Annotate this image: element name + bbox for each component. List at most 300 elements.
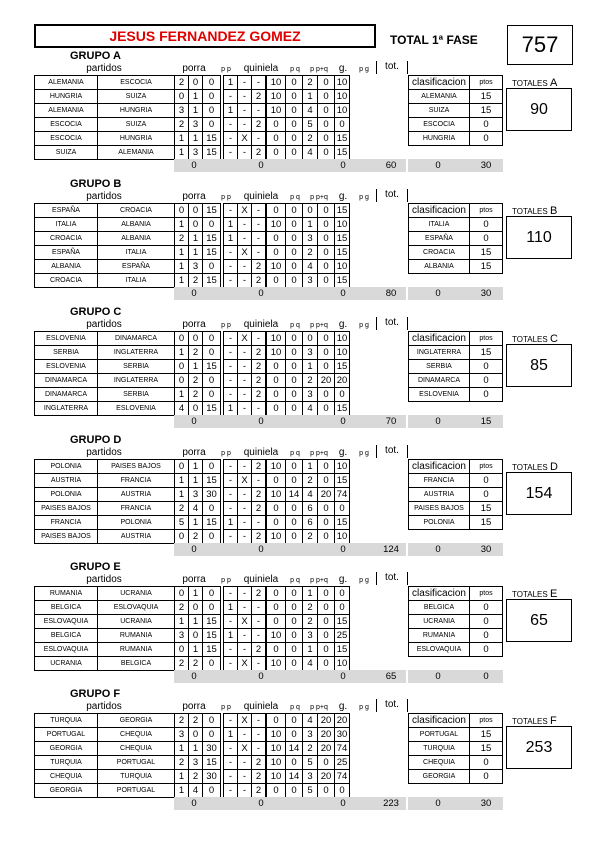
col-header-g: g. — [338, 447, 348, 458]
score-cell: - — [251, 727, 266, 742]
score-cell: X — [237, 656, 251, 671]
score-cell: 1 — [174, 387, 188, 402]
team-cell: ESPAÑA — [34, 245, 97, 260]
score-cell: - — [223, 345, 237, 360]
footer-fill — [352, 797, 376, 810]
team-cell: FRANCIA — [97, 473, 174, 488]
score-cell: 2 — [174, 501, 188, 516]
team-cell: PORTUGAL — [34, 727, 97, 742]
score-cell: - — [223, 783, 237, 798]
classification-sum: 0 — [435, 160, 441, 171]
score-cell: 0 — [317, 586, 334, 601]
score-cell: 20 — [317, 713, 334, 728]
col-header-quiniela: quiniela — [243, 319, 279, 330]
score-cell: 3 — [302, 769, 317, 784]
team-cell: TURQUIA — [34, 713, 97, 728]
classification-sum: 0 — [435, 798, 441, 809]
team-cell: HUNGRIA — [97, 103, 174, 118]
score-cell: 0 — [285, 131, 302, 146]
team-cell: TURQUIA — [34, 755, 97, 770]
score-cell: 0 — [174, 459, 188, 474]
score-cell: - — [223, 359, 237, 374]
score-cell: 0 — [285, 273, 302, 288]
score-cell: 10 — [334, 259, 350, 274]
score-cell: 0 — [285, 203, 302, 218]
totals-letter: F — [549, 715, 557, 727]
score-cell: 3 — [302, 231, 317, 246]
score-cell: 0 — [285, 373, 302, 388]
group-title: GRUPO E — [70, 561, 121, 573]
score-cell: - — [251, 231, 266, 246]
classified-team: GEORGIA — [408, 769, 470, 784]
score-cell: 0 — [317, 515, 334, 530]
score-cell: 1 — [188, 89, 202, 104]
score-cell: 0 — [285, 359, 302, 374]
score-cell: 0 — [285, 628, 302, 643]
score-cell: - — [237, 642, 251, 657]
classified-points: 15 — [469, 103, 503, 118]
team-cell: ESLOVENIA — [97, 401, 174, 416]
totals-word: TOTALES — [512, 335, 550, 344]
score-cell: - — [237, 515, 251, 530]
score-cell: 1 — [174, 769, 188, 784]
team-cell: ESLOVAQUIA — [97, 600, 174, 615]
score-cell: 0 — [317, 600, 334, 615]
score-cell: 0 — [317, 359, 334, 374]
classified-team: UCRANIA — [408, 614, 470, 629]
classified-points: 0 — [469, 231, 503, 246]
totals-letter: D — [549, 461, 558, 473]
score-cell: 0 — [202, 75, 221, 90]
score-cell: 14 — [285, 741, 302, 756]
score-cell: 1 — [188, 741, 202, 756]
classified-points: 0 — [469, 217, 503, 232]
score-cell: 2 — [251, 769, 266, 784]
score-cell: - — [251, 203, 266, 218]
score-cell: 0 — [317, 89, 334, 104]
col-header-porra: porra — [182, 574, 206, 585]
score-cell: 0 — [266, 359, 285, 374]
team-cell: INGLATERRA — [97, 345, 174, 360]
score-cell: 0 — [266, 473, 285, 488]
col-header-g: g. — [338, 701, 348, 712]
score-cell: - — [237, 401, 251, 416]
footer-sum: 0 — [236, 159, 286, 172]
score-cell: - — [251, 75, 266, 90]
score-cell: 3 — [188, 117, 202, 132]
group-d — [0, 434, 595, 562]
col-header-quiniela: quiniela — [243, 574, 279, 585]
score-cell: 30 — [202, 487, 221, 502]
score-cell: 4 — [188, 501, 202, 516]
score-cell: 20 — [317, 727, 334, 742]
score-cell: 0 — [188, 628, 202, 643]
team-cell: SUIZA — [34, 145, 97, 160]
classified-team: CHEQUIA — [408, 755, 470, 770]
score-cell: - — [237, 387, 251, 402]
score-cell: 2 — [251, 501, 266, 516]
score-cell: 0 — [202, 345, 221, 360]
score-cell: 0 — [285, 501, 302, 516]
col-header-g: g. — [338, 574, 348, 585]
score-cell: 2 — [251, 145, 266, 160]
col-header-porra: porra — [182, 447, 206, 458]
score-cell: 1 — [188, 131, 202, 146]
group-f — [0, 688, 595, 816]
score-cell: 0 — [188, 75, 202, 90]
footer-fill — [214, 670, 236, 683]
classified-team: DINAMARCA — [408, 373, 470, 388]
col-header-partidos: partidos — [86, 701, 122, 712]
group-e — [0, 561, 595, 689]
score-cell: 2 — [302, 131, 317, 146]
score-cell: 0 — [188, 727, 202, 742]
score-cell: 10 — [266, 89, 285, 104]
score-cell: - — [237, 259, 251, 274]
team-cell: ALBANIA — [97, 231, 174, 246]
score-cell: 2 — [174, 755, 188, 770]
score-cell: 10 — [266, 75, 285, 90]
footer-sum: 0 — [334, 797, 352, 810]
score-cell: 0 — [317, 628, 334, 643]
score-cell: 1 — [188, 231, 202, 246]
score-cell: 0 — [202, 103, 221, 118]
score-cell: 10 — [334, 75, 350, 90]
score-cell: 15 — [202, 231, 221, 246]
score-cell: 0 — [188, 203, 202, 218]
score-cell: 2 — [302, 741, 317, 756]
score-cell: 0 — [202, 89, 221, 104]
col-header-partidos: partidos — [86, 574, 122, 585]
team-cell: RUMANIA — [97, 628, 174, 643]
score-cell: 10 — [266, 459, 285, 474]
team-cell: AUSTRIA — [97, 529, 174, 544]
score-cell: 0 — [334, 586, 350, 601]
score-cell: 1 — [188, 642, 202, 657]
classification-points-sum: 0 — [483, 671, 489, 682]
footer-fill — [352, 670, 376, 683]
score-cell: 10 — [266, 741, 285, 756]
col-header-pp: p p — [221, 194, 231, 201]
footer-sum: 0 — [236, 670, 286, 683]
classification-points-sum: 30 — [480, 544, 492, 555]
score-cell: - — [251, 103, 266, 118]
score-cell: 0 — [317, 642, 334, 657]
col-header-partidos: partidos — [86, 191, 122, 202]
col-header-pp: p p — [221, 66, 231, 73]
footer-sum: 0 — [334, 543, 352, 556]
score-cell: 0 — [285, 727, 302, 742]
group-a — [0, 50, 595, 178]
col-header-g: g. — [338, 191, 348, 202]
classified-team: ESLOVAQUIA — [408, 642, 470, 657]
team-cell: RUMANIA — [97, 642, 174, 657]
classification-label: clasificacion — [408, 713, 470, 728]
score-cell: 1 — [174, 345, 188, 360]
score-cell: 20 — [317, 741, 334, 756]
team-cell: POLONIA — [34, 487, 97, 502]
footer-sum: 0 — [334, 670, 352, 683]
col-header-porra: porra — [182, 63, 206, 74]
team-cell: SERBIA — [34, 345, 97, 360]
score-cell: 2 — [251, 783, 266, 798]
score-cell: 0 — [317, 783, 334, 798]
team-cell: SUIZA — [97, 117, 174, 132]
score-cell: - — [223, 529, 237, 544]
score-cell: 10 — [334, 529, 350, 544]
team-cell: CROACIA — [97, 203, 174, 218]
score-cell: 0 — [334, 501, 350, 516]
score-cell: 15 — [334, 401, 350, 416]
group-total: 85 — [506, 344, 572, 387]
footer-fill — [214, 287, 236, 300]
score-cell: 0 — [266, 145, 285, 160]
team-cell: GEORGIA — [97, 713, 174, 728]
score-cell: X — [237, 614, 251, 629]
score-cell: 1 — [302, 459, 317, 474]
score-cell: 15 — [334, 245, 350, 260]
score-cell: 0 — [317, 501, 334, 516]
classified-team: ALEMANIA — [408, 89, 470, 104]
score-cell: 4 — [302, 259, 317, 274]
score-cell: - — [251, 741, 266, 756]
score-cell: 4 — [302, 487, 317, 502]
score-cell: 2 — [188, 345, 202, 360]
footer-sum: 65 — [376, 670, 406, 683]
score-cell: 2 — [188, 273, 202, 288]
score-cell: 0 — [285, 245, 302, 260]
score-cell: 1 — [188, 586, 202, 601]
score-cell: 2 — [251, 755, 266, 770]
score-cell: 0 — [285, 529, 302, 544]
score-cell: 1 — [174, 259, 188, 274]
score-cell: 15 — [334, 473, 350, 488]
score-cell: 0 — [266, 586, 285, 601]
score-cell: 15 — [202, 515, 221, 530]
team-cell: PORTUGAL — [97, 755, 174, 770]
team-cell: PORTUGAL — [97, 783, 174, 798]
footer-sum: 0 — [174, 159, 214, 172]
team-cell: CROACIA — [34, 273, 97, 288]
score-cell: - — [223, 273, 237, 288]
score-cell: 1 — [302, 642, 317, 657]
team-cell: ESPAÑA — [97, 259, 174, 274]
score-cell: - — [237, 273, 251, 288]
classified-points: 0 — [469, 642, 503, 657]
score-cell: 3 — [188, 259, 202, 274]
score-cell: X — [237, 473, 251, 488]
classified-points: 0 — [469, 473, 503, 488]
footer-fill — [352, 415, 376, 428]
footer-sum: 70 — [376, 415, 406, 428]
score-cell: 10 — [266, 529, 285, 544]
score-cell: 30 — [202, 741, 221, 756]
team-cell: BELGICA — [34, 600, 97, 615]
score-cell: 10 — [334, 331, 350, 346]
score-cell: 1 — [223, 75, 237, 90]
score-cell: 10 — [266, 755, 285, 770]
col-header-pq: p q — [290, 704, 300, 711]
score-cell: - — [223, 131, 237, 146]
score-cell: 6 — [302, 515, 317, 530]
score-cell: 3 — [188, 755, 202, 770]
score-cell: 0 — [202, 727, 221, 742]
team-cell: CHEQUIA — [34, 769, 97, 784]
score-cell: 10 — [334, 345, 350, 360]
score-cell: - — [251, 473, 266, 488]
col-header-tot: tot. — [376, 699, 408, 712]
team-cell: BELGICA — [97, 656, 174, 671]
score-cell: X — [237, 245, 251, 260]
score-cell: 4 — [302, 713, 317, 728]
score-cell: 10 — [334, 656, 350, 671]
totals-letter: A — [549, 77, 558, 89]
score-cell: 0 — [266, 387, 285, 402]
totals-letter: C — [549, 333, 558, 345]
footer-sum: 0 — [236, 797, 286, 810]
ptos-label: ptos — [469, 713, 503, 728]
score-cell: 1 — [302, 586, 317, 601]
team-cell: ITALIA — [97, 273, 174, 288]
classified-team: CROACIA — [408, 245, 470, 260]
classification-label: clasificacion — [408, 586, 470, 601]
ptos-label: ptos — [469, 459, 503, 474]
score-cell: 4 — [302, 145, 317, 160]
classified-points: 15 — [469, 245, 503, 260]
team-cell: HUNGRIA — [97, 131, 174, 146]
classification-footer — [408, 797, 503, 810]
score-cell: 1 — [174, 131, 188, 146]
score-cell: 15 — [202, 642, 221, 657]
footer-fill — [286, 415, 334, 428]
score-cell: - — [223, 459, 237, 474]
score-cell: 0 — [317, 273, 334, 288]
score-cell: - — [237, 769, 251, 784]
score-cell: - — [237, 89, 251, 104]
score-cell: 0 — [285, 656, 302, 671]
team-cell: CHEQUIA — [97, 741, 174, 756]
classified-team: ESLOVENIA — [408, 387, 470, 402]
score-cell: 3 — [174, 628, 188, 643]
col-header-ppq: p p+q — [310, 450, 328, 457]
score-cell: 0 — [174, 373, 188, 388]
score-cell: 0 — [317, 103, 334, 118]
score-cell: 0 — [174, 642, 188, 657]
score-cell: - — [251, 656, 266, 671]
ptos-label: ptos — [469, 331, 503, 346]
classification-footer — [408, 287, 503, 300]
classification-sum: 0 — [435, 671, 441, 682]
score-cell: 1 — [174, 741, 188, 756]
score-cell: 3 — [302, 387, 317, 402]
classification-points-sum: 30 — [480, 798, 492, 809]
score-cell: 20 — [317, 487, 334, 502]
score-cell: 2 — [251, 487, 266, 502]
score-cell: 0 — [202, 501, 221, 516]
score-cell: 0 — [317, 401, 334, 416]
col-header-quiniela: quiniela — [243, 191, 279, 202]
score-cell: 2 — [251, 359, 266, 374]
score-cell: 0 — [285, 459, 302, 474]
score-cell: 10 — [266, 345, 285, 360]
score-cell: 15 — [334, 273, 350, 288]
score-cell: 2 — [251, 387, 266, 402]
col-header-tot: tot. — [376, 317, 408, 330]
score-cell: 2 — [251, 459, 266, 474]
score-cell: 0 — [285, 783, 302, 798]
col-header-ppq: p p+q — [310, 322, 328, 329]
col-header-g: g. — [338, 319, 348, 330]
footer-sum: 80 — [376, 287, 406, 300]
score-cell: 0 — [317, 345, 334, 360]
classified-points: 15 — [469, 501, 503, 516]
score-cell: 3 — [302, 628, 317, 643]
score-cell: 2 — [251, 273, 266, 288]
score-cell: - — [237, 359, 251, 374]
score-cell: - — [237, 231, 251, 246]
classified-team: ESCOCIA — [408, 117, 470, 132]
score-cell: 0 — [266, 373, 285, 388]
team-cell: UCRANIA — [34, 656, 97, 671]
score-cell: 5 — [174, 515, 188, 530]
score-cell: - — [251, 245, 266, 260]
col-header-pg: p g — [359, 66, 369, 73]
footer-fill — [214, 415, 236, 428]
score-cell: - — [251, 401, 266, 416]
score-cell: 0 — [317, 259, 334, 274]
score-cell: - — [251, 331, 266, 346]
score-cell: 1 — [188, 245, 202, 260]
score-cell: 2 — [251, 117, 266, 132]
col-header-partidos: partidos — [86, 63, 122, 74]
score-cell: 1 — [174, 273, 188, 288]
col-header-g: g. — [338, 63, 348, 74]
team-cell: PAISES BAJOS — [34, 529, 97, 544]
footer-sum: 0 — [174, 797, 214, 810]
score-cell: 0 — [317, 387, 334, 402]
team-cell: AUSTRIA — [34, 473, 97, 488]
score-cell: 14 — [285, 769, 302, 784]
classified-points: 0 — [469, 614, 503, 629]
score-cell: 0 — [202, 117, 221, 132]
score-cell: 1 — [188, 103, 202, 118]
score-cell: 5 — [302, 755, 317, 770]
score-cell: 2 — [251, 529, 266, 544]
score-cell: 2 — [302, 75, 317, 90]
footer-sum: 0 — [174, 670, 214, 683]
classified-team: FRANCIA — [408, 473, 470, 488]
score-cell: - — [223, 259, 237, 274]
score-cell: 2 — [251, 586, 266, 601]
score-cell: 0 — [202, 783, 221, 798]
score-cell: - — [251, 515, 266, 530]
score-cell: - — [237, 628, 251, 643]
score-cell: 15 — [202, 245, 221, 260]
score-cell: - — [223, 656, 237, 671]
score-cell: 1 — [188, 515, 202, 530]
totals-word: TOTALES — [512, 590, 550, 599]
score-cell: 15 — [334, 642, 350, 657]
score-cell: 2 — [188, 529, 202, 544]
footer-sum: 0 — [236, 543, 286, 556]
team-cell: ESLOVAQUIA — [34, 642, 97, 657]
team-cell: HUNGRIA — [34, 89, 97, 104]
team-cell: ALBANIA — [34, 259, 97, 274]
score-cell: 3 — [174, 103, 188, 118]
score-cell: 1 — [174, 473, 188, 488]
score-cell: - — [223, 473, 237, 488]
team-cell: ESLOVENIA — [34, 359, 97, 374]
